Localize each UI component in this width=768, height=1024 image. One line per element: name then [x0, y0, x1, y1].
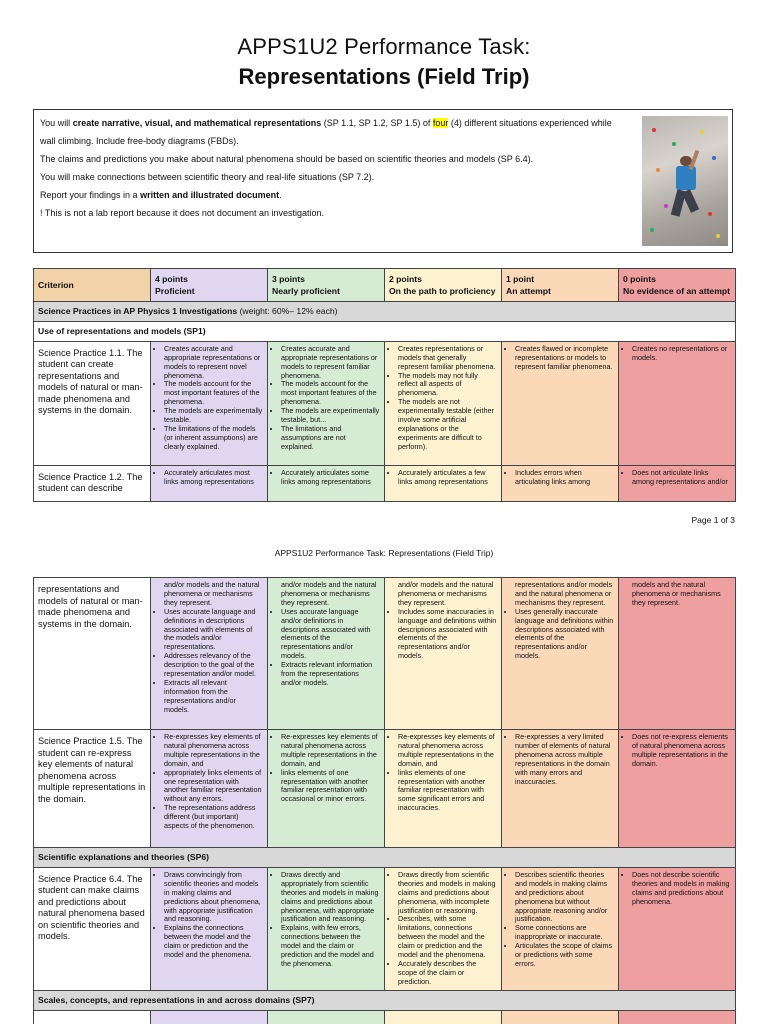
document-title-line2: Representations (Field Trip) [238, 64, 530, 89]
climbing-wall-photo [642, 116, 728, 246]
rubric-row-sp15: Science Practice 1.5. The student can re-express key elements of natural phenomena across multiple representations in the domain. • Re-expresses key elements of natural phenomena across multiple representations in the domain, and • appropriately links elements of one representation with another familiar representation without any errors. • The representations address different (but important) aspects of the phenomenon. • Re-expresses key elements of natural phenomena across multiple representations in the domain, and • links elements of one representation with another familiar representation with occasional or minor errors. • Re-expresses key elements of natural phenomena across multiple representations in the domain, and • links elements of one representation with another familiar representation with some significant errors and inaccuracies. • Re-expresses a very limited number of elements of natural phenomena across multiple representations in the domain with many errors and inaccuracies. • Does not re-express elements of natural phenomena across multiple representations in the domain. [34, 730, 736, 848]
document-title-line1: APPS1U2 Performance Task: [237, 34, 531, 59]
rubric-table-page1 [33, 268, 736, 502]
page-number: Page 1 of 3 [691, 515, 735, 525]
level-1-header: 1 point An attempt [502, 269, 619, 302]
highlighted-word: four [432, 118, 449, 128]
climber-shirt [676, 166, 696, 190]
rubric-row-sp12: Science Practice 1.2. The student can describe • Accurately articulates most links among representations • Accurately articulates some links among representations • Accurately articulates a few links among representations • Includes errors when articulating links among • Does not articulate links among representations and/or [34, 465, 736, 501]
intro-paragraph-3: You will make connections between scientific theory and real-life situations (SP 7.2). [40, 172, 375, 182]
criterion-cell: representations and models of natural or man-made phenomena and systems in the domain. [34, 578, 151, 730]
rubric-header-row [34, 269, 736, 302]
intro-paragraph-2: The claims and predictions you make about natural phenomena should be based on scientific theories and models (SP 6.4). [40, 154, 534, 164]
running-header: APPS1U2 Performance Task: Representations (Field Trip) [274, 548, 494, 558]
rubric-row-next [34, 1010, 736, 1024]
intro-paragraph-1: You will create narrative, visual, and mathematical representations (SP 1.1, SP 1.2, SP 1.5) of four (4) different situations experienced while wall climbing. Include free-body diagrams (FBDs). [40, 118, 612, 146]
rubric-table-page2 [33, 577, 736, 1024]
intro-paragraph-4: Report your findings in a written and illustrated document. [40, 190, 282, 200]
section-row: Science Practices in AP Physics 1 Investigations (weight: 60%– 12% each) [34, 302, 736, 322]
level-3-header: 3 points Nearly proficient [268, 269, 385, 302]
intro-box [33, 109, 733, 253]
intro-paragraph-5: ! This is not a lab report because it does not document an investigation. [40, 208, 325, 218]
subsection-row-sp7: Scales, concepts, and representations in and across domains (SP7) [34, 990, 736, 1010]
rubric-row-sp12-continued: representations and models of natural or man-made phenomena and systems in the domain. and/or models and the natural phenomena or mechanisms they represent. • Uses accurate language and definitions in descriptions associated with elements of the models and/or representations. • Addresses relevancy of the description to the goal of the representation and/or model. • Extracts all relevant information from the representations and/or models. and/or models and the natural phenomena or mechanisms they represent. • Uses accurate language and/or definitions in descriptions associated with elements of the representations and/or models. • Extracts relevant information from the representations and/or models. and/or models and the natural phenomena or mechanisms they represent. • Includes some inaccuracies in language and definitions within descriptions associated with elements of the representations and/or models. representations and/or models and the natural phenomena or mechanisms they represent. • Uses generally inaccurate language and definitions within descriptions associated with elements of the representations and/or models. models and the natural phenomena or mechanisms they represent. [34, 578, 736, 730]
criterion-header: Criterion [34, 269, 151, 302]
level-2-header: 2 points On the path to proficiency [385, 269, 502, 302]
criterion-cell: Science Practice 1.2. The student can describe [34, 465, 151, 501]
subsection-row-sp1: Use of representations and models (SP1) [34, 321, 736, 341]
criterion-cell: Science Practice 1.5. The student can re-express key elements of natural phenomena across multiple representations in the domain. [34, 730, 151, 848]
criterion-cell: Science Practice 6.4. The student can make claims and predictions about natural phenomena based on scientific theories and models. [34, 867, 151, 990]
level-0-header: 0 points No evidence of an attempt [619, 269, 736, 302]
level-4-header: 4 points Proficient [151, 269, 268, 302]
criterion-cell: Science Practice 1.1. The student can create representations and models of natural or man-made phenomena and systems in the domain. [34, 341, 151, 465]
rubric-row-sp11: Science Practice 1.1. The student can create representations and models of natural or man-made phenomena and systems in the domain. • Creates accurate and appropriate representations or models to represent novel phenomena. • The models account for the most important features of the phenomena. • The models are experimentally testable. • The limitations of the models (or inherent assumptions) are clearly explained. • Creates accurate and appropriate representations or models to represent familiar phenomena. • The models account for the most important features of the phenomena. • The models are experimentally testable, but... • The limitations and assumptions are not explained. • Creates representations or models that generally represent familiar phenomena. • The models may not fully reflect all aspects of phenomena. • The models are not experimentally testable (either involve some artificial explanations or the experiments are difficult to perform). • Creates flawed or incomplete representations or models to represent familiar phenomena. • Creates no representations or models. [34, 341, 736, 465]
subsection-row-sp6: Scientific explanations and theories (SP6) [34, 848, 736, 868]
rubric-row-sp64: Science Practice 6.4. The student can make claims and predictions about natural phenomena based on scientific theories and models. • Draws convincingly from scientific theories and models in making claims and predictions about phenomena, with appropriate justification and reasoning. • Explains the connections between the model and the claim or prediction and the model and the phenomena. • Draws directly and appropriately from scientific theories and models in making claims and predictions about phenomena, with appropriate justification and reasoning. • Explains, with few errors, connections between the model and the claim or prediction and the model and the phenomena. • Draws directly from scientific theories and models in making claims and predictions about phenomena, with incomplete justification or reasoning. • Describes, with some limitations, connections between the model and the claim or prediction and the model and the phenomena. • Accurately describes the scope of the claim or prediction. • Describes scientific theories and models in making claims and predictions about phenomena but without appropriate reasoning and/or justification. • Some connections are inappropriate or inaccurate. • Articulates the scope of claims or predictions with some errors. • Does not describe scientific theories and models in making claims and predictions about phenomena. [34, 867, 736, 990]
